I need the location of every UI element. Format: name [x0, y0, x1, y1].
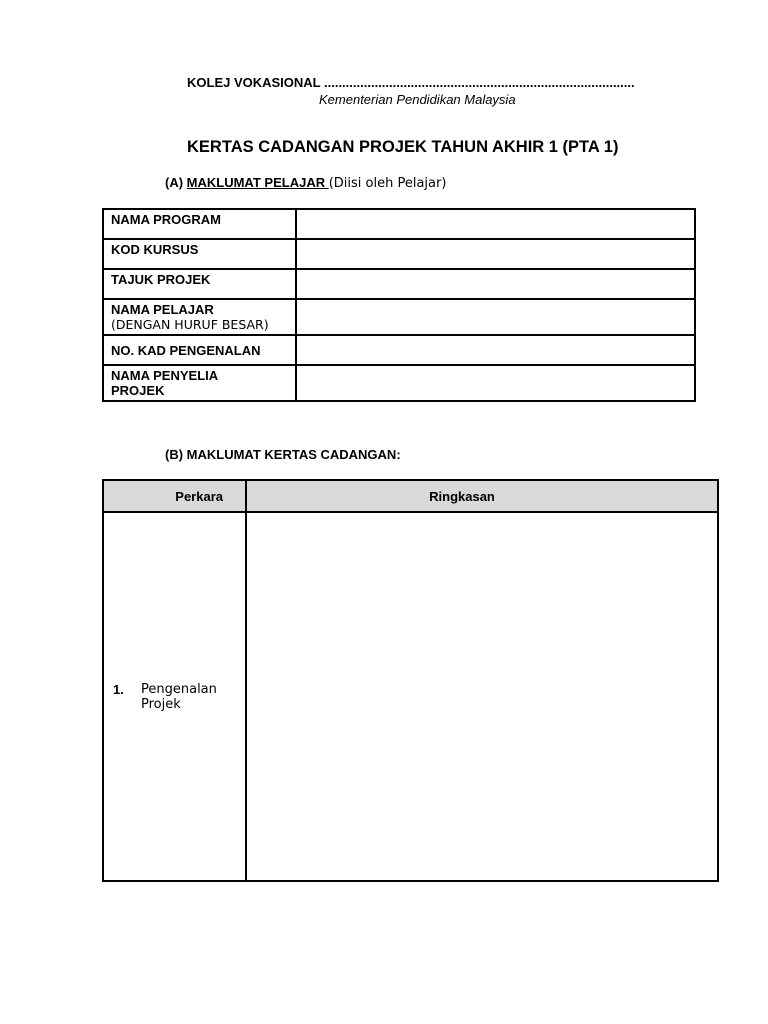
table-row	[103, 299, 695, 335]
kolej-vokasional-line: KOLEJ VOKASIONAL ......................................................................................	[187, 75, 635, 90]
row-label: NAMA PELAJAR	[111, 302, 214, 317]
table-row	[103, 269, 695, 299]
row-label: NAMA PROGRAM	[111, 212, 222, 227]
row-label: KOD KURSUS	[111, 242, 199, 257]
table-row	[103, 239, 695, 269]
row-label: TAJUK PROJEK	[111, 272, 211, 287]
table-row	[103, 209, 695, 239]
row-label: NAMA PENYELIA PROJEK	[111, 368, 218, 398]
field-tajuk-projek[interactable]	[296, 269, 695, 299]
label-nama-pelajar	[103, 299, 296, 335]
list-item	[105, 682, 244, 712]
row-sub-label: (DENGAN HURUF BESAR)	[111, 317, 269, 332]
field-nama-penyelia[interactable]	[296, 365, 695, 401]
label-kod-kursus	[103, 239, 296, 269]
section-a-title: MAKLUMAT PELAJAR	[186, 175, 329, 190]
field-kod-kursus[interactable]	[296, 239, 695, 269]
section-a-heading	[165, 175, 446, 191]
item-number: 1.	[113, 681, 124, 697]
column-header-ringkasan: Ringkasan	[246, 480, 718, 512]
document-title: KERTAS CADANGAN PROJEK TAHUN AKHIR 1 (PTA 1)	[187, 138, 619, 156]
kementerian-subtitle: Kementerian Pendidikan Malaysia	[319, 92, 516, 107]
table-header-row	[103, 480, 718, 512]
label-nama-penyelia	[103, 365, 296, 401]
section-a-prefix: (A)	[165, 175, 187, 190]
proposal-table	[102, 479, 719, 882]
field-nama-pelajar[interactable]	[296, 299, 695, 335]
item-label: Pengenalan Projek	[141, 681, 217, 712]
section-b-heading: (B) MAKLUMAT KERTAS CADANGAN:	[165, 447, 401, 462]
column-header-perkara: Perkara	[103, 480, 246, 512]
label-no-kad-pengenalan	[103, 335, 296, 365]
item-cell	[103, 512, 246, 881]
student-info-table	[102, 208, 696, 402]
label-nama-program	[103, 209, 296, 239]
label-tajuk-projek	[103, 269, 296, 299]
table-row	[103, 365, 695, 401]
field-no-kad-pengenalan[interactable]	[296, 335, 695, 365]
table-row	[103, 512, 718, 881]
table-row	[103, 335, 695, 365]
field-nama-program[interactable]	[296, 209, 695, 239]
field-ringkasan[interactable]	[246, 512, 718, 881]
section-a-note: (Diisi oleh Pelajar)	[328, 176, 447, 191]
row-label: NO. KAD PENGENALAN	[111, 342, 261, 358]
